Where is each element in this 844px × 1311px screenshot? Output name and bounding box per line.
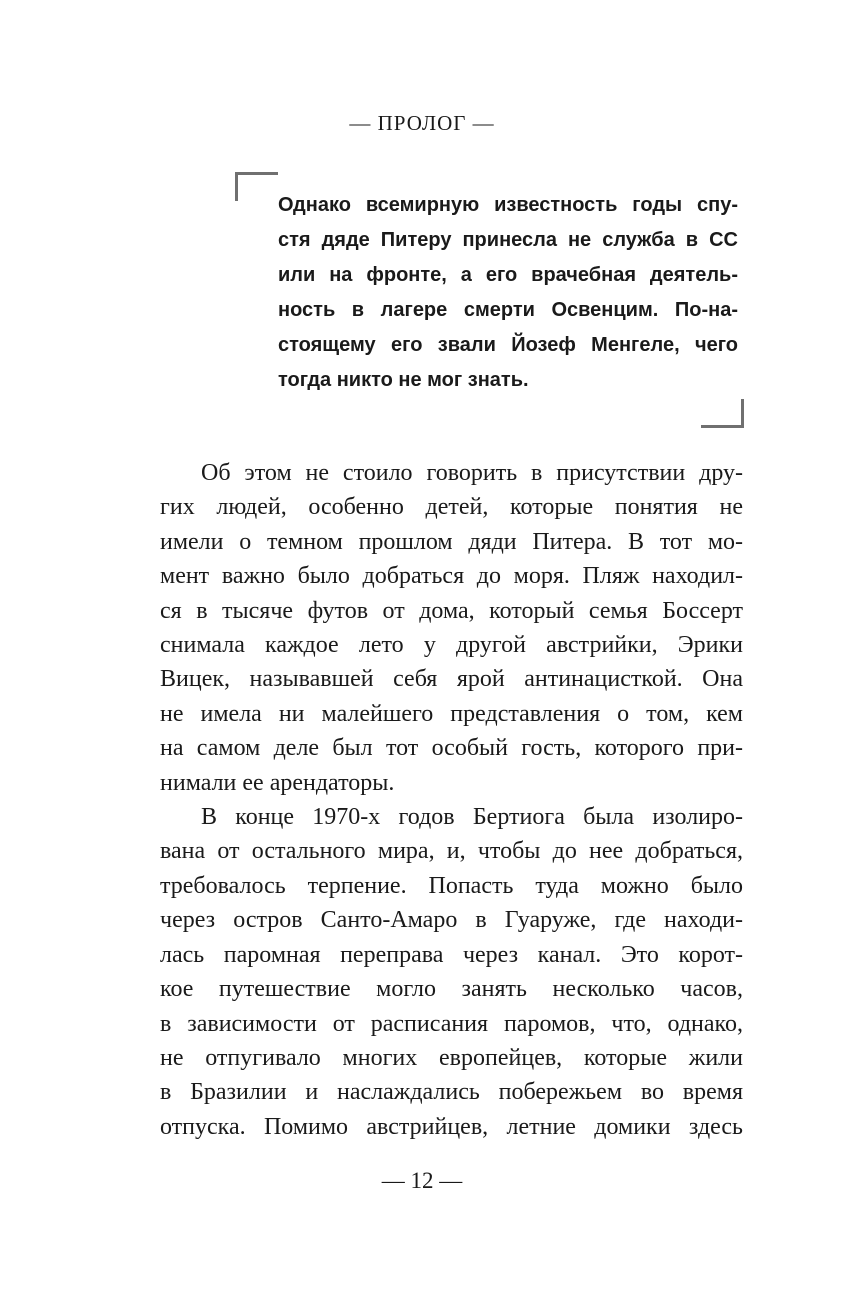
text-line: требовалось терпение. Попасть туда можно было <box>160 872 743 899</box>
pull-quote-line: стоящему его звали Йозеф Менгеле, чего <box>278 334 738 356</box>
text-line: в Бразилии и наслаждались побережьем во время <box>160 1079 743 1106</box>
running-head: — ПРОЛОГ — <box>349 111 495 135</box>
text-line: нимали ее арендаторы. <box>160 769 395 796</box>
paragraph-2 <box>160 800 743 1144</box>
page-number: — 12 — <box>381 1168 463 1193</box>
text-line: вана от остального мира, и, чтобы до нее добраться, <box>160 838 743 865</box>
pull-quote-close-bracket <box>701 399 744 428</box>
body-text <box>160 456 743 1144</box>
text-line: на самом деле был тот особый гость, которого при- <box>160 735 743 762</box>
pull-quote-line: ность в лагере смерти Освенцим. По-на- <box>278 299 738 321</box>
text-line: не имела ни малейшего представления о том, кем <box>160 700 743 727</box>
pull-quote-line: тогда никто не мог знать. <box>278 369 529 391</box>
text-line: имели о темном прошлом дяди Питера. В тот мо- <box>160 528 743 555</box>
text-line: мент важно было добраться до моря. Пляж находил- <box>160 563 743 590</box>
text-line: Вицек, называвшей себя ярой антинацисткой. Она <box>160 666 743 693</box>
text-line: отпуска. Помимо австрийцев, летние домики здесь <box>160 1113 743 1140</box>
text-line: лась паромная переправа через канал. Это корот- <box>160 941 743 968</box>
pull-quote-line: или на фронте, а его врачебная деятель- <box>278 264 738 286</box>
text-line: снимала каждое лето у другой австрийки, Эрики <box>160 632 743 659</box>
pull-quote-open-bracket <box>235 172 278 201</box>
text-line: ся в тысяче футов от дома, который семья Боссерт <box>160 597 743 624</box>
pull-quote-line: стя дяде Питеру принесла не служба в СС <box>278 229 738 251</box>
text-line: В конце 1970-х годов Бертиога была изолиро- <box>201 804 743 831</box>
text-line: не отпугивало многих европейцев, которые жили <box>160 1044 743 1071</box>
text-line: Об этом не стоило говорить в присутствии дру- <box>201 460 743 486</box>
pull-quote <box>278 188 738 398</box>
pull-quote-line: Однако всемирную известность годы спу- <box>278 194 738 216</box>
text-line: в зависимости от расписания паромов, что, однако, <box>160 1010 743 1037</box>
paragraph-1 <box>160 456 743 800</box>
text-line: гих людей, особенно детей, которые понятия не <box>160 494 743 521</box>
text-line: кое путешествие могло занять несколько часов, <box>160 976 743 1003</box>
text-line: через остров Санто-Амаро в Гуаруже, где находи- <box>160 907 743 934</box>
